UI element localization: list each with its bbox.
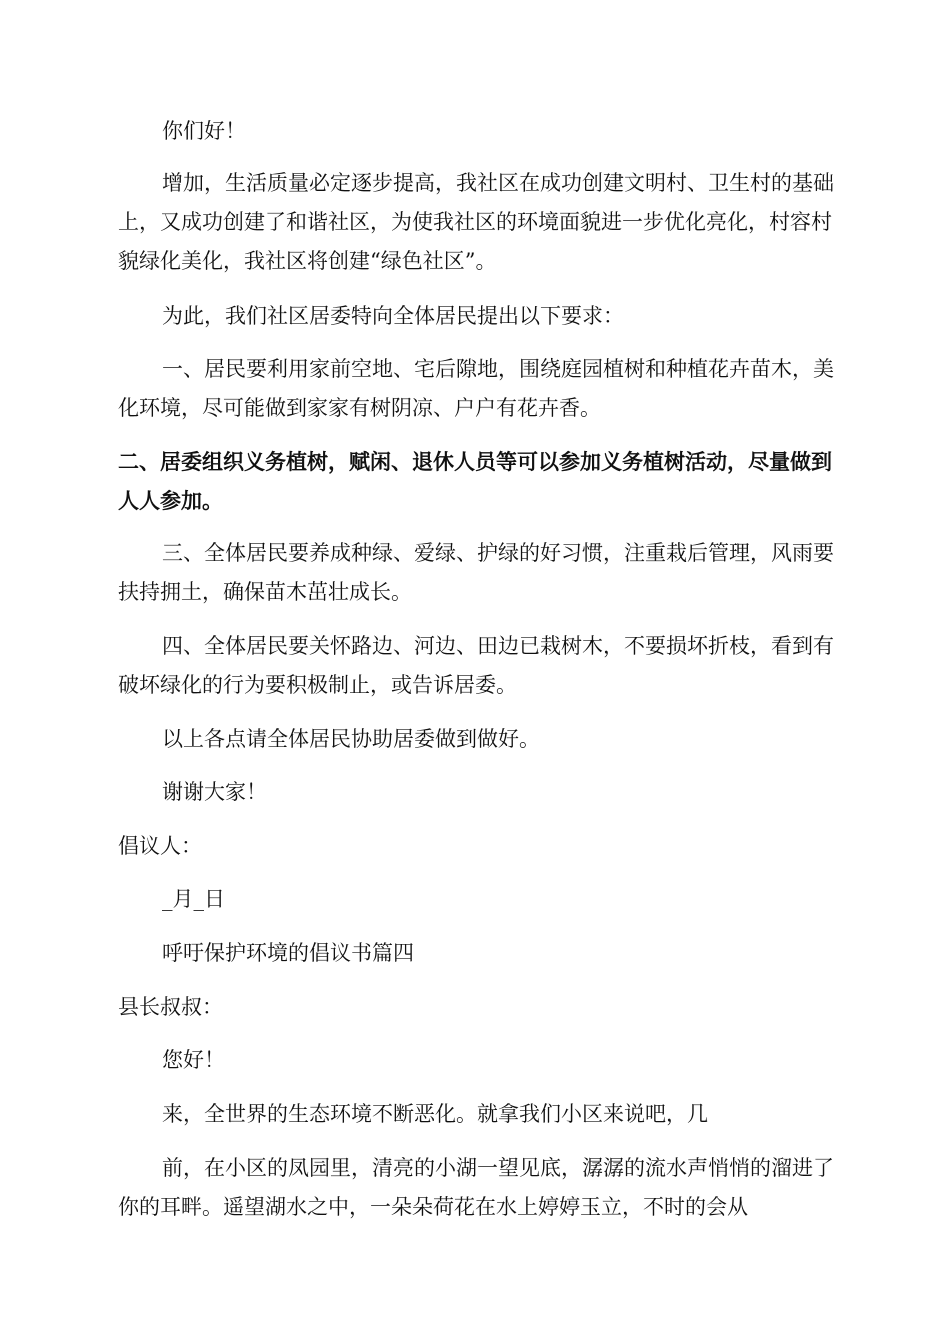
date-line: _月_日 xyxy=(162,887,225,911)
requirement-3: 三、全体居民要养成种绿、爱绿、护绿的好习惯，注重栽后管理，风雨要扶持拥土，确保苗木茁壮成长。 xyxy=(118,541,834,604)
requirement-4: 四、全体居民要关怀路边、河边、田边已栽树木，不要损坏折枝，看到有破坏绿化的行为要积极制止，或告诉居委。 xyxy=(118,634,834,697)
greeting: 你们好！ xyxy=(162,119,246,143)
initiator-label: 倡议人： xyxy=(118,834,202,858)
intro-paragraph: 增加，生活质量必定逐步提高，我社区在成功创建文明村、卫生村的基础上，又成功创建了和谐社区，为使我社区的环境面貌进一步优化亮化，村容村貌绿化美化，我社区将创建“绿色社区”。 xyxy=(118,171,834,273)
body-paragraph-2: 前，在小区的凤园里，清亮的小湖一望见底，潺潺的流水声悄悄的溜进了你的耳畔。遥望湖水之中，一朵朵荷花在水上婷婷玉立，不时的会从 xyxy=(118,1156,834,1219)
body-paragraph-1: 来，全世界的生态环境不断恶化。就拿我们小区来说吧，几 xyxy=(162,1102,708,1126)
closing-request: 以上各点请全体居民协助居委做到做好。 xyxy=(162,727,540,751)
requirement-2: 二、居委组织义务植树，赋闲、退休人员等可以参加义务植树活动，尽量做到人人参加。 xyxy=(118,450,832,513)
greeting-2: 您好！ xyxy=(162,1048,225,1072)
salutation: 县长叔叔： xyxy=(118,995,223,1019)
thanks: 谢谢大家！ xyxy=(162,780,267,804)
section-title: 呼吁保护环境的倡议书篇四 xyxy=(162,941,414,965)
requirement-1: 一、居民要利用家前空地、宅后隙地，围绕庭园植树和种植花卉苗木，美化环境，尽可能做到家家有树阴凉、户户有花卉香。 xyxy=(118,357,834,420)
requirements-lead: 为此，我们社区居委特向全体居民提出以下要求： xyxy=(162,304,624,328)
